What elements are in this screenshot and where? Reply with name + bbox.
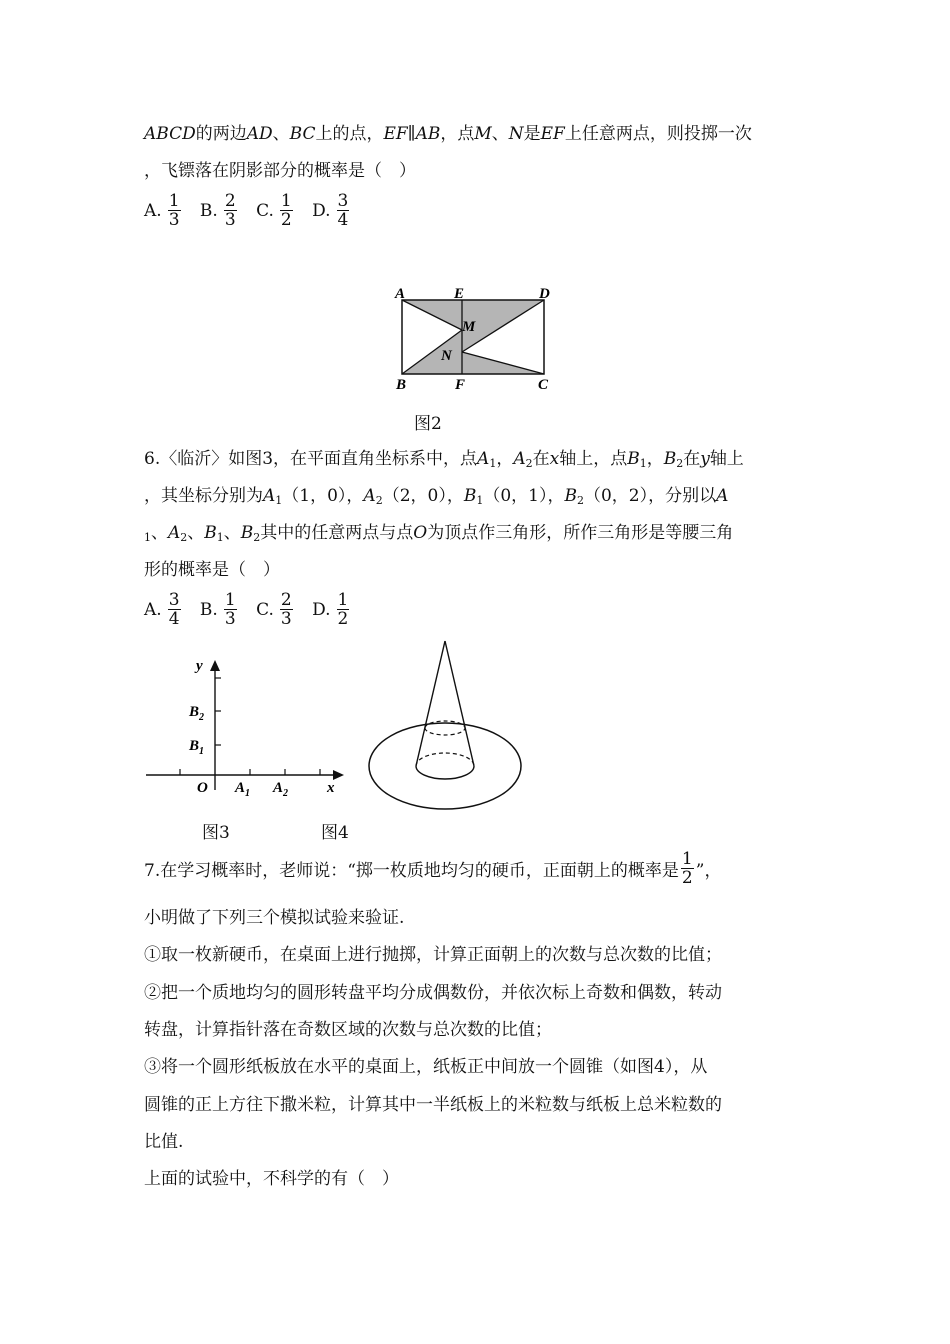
label-a1: $A_1$	[235, 780, 251, 799]
q5-option-d[interactable]: D. $\frac{3}{4}$	[312, 191, 349, 230]
q7-text-line-6: ③将一个圆形纸板放在水平的桌面上，纸板正中间放一个圆锥（如图4），从	[144, 1057, 708, 1077]
fraction: $\frac{3}{4}$	[337, 191, 349, 230]
board-hole-front	[425, 728, 465, 735]
q7-text-line-4: ②把一个质地均匀的圆形转盘平均分成偶数份，并依次标上奇数和偶数，转动	[144, 983, 722, 1003]
fraction: $\frac{1}{2}$	[280, 191, 292, 230]
cone-side-right	[445, 641, 474, 766]
label-a: A	[395, 286, 406, 302]
label-c: C	[538, 377, 549, 393]
q6-option-d[interactable]: D. $\frac{1}{2}$	[312, 590, 349, 629]
y-axis-arrow-icon	[210, 660, 220, 671]
fraction: $\frac{1}{3}$	[224, 590, 236, 629]
q5-option-a[interactable]: A. $\frac{1}{3}$	[144, 191, 180, 230]
label-n: N	[441, 348, 452, 364]
fraction: $\frac{1}{3}$	[168, 191, 180, 230]
q6-text-line-4: 形的概率是（ ）	[144, 560, 280, 580]
q7-text-line-5: 转盘，计算指针落在奇数区域的次数与总次数的比值；	[144, 1020, 552, 1040]
label-origin: O	[197, 780, 208, 796]
board-hole-back	[425, 721, 465, 728]
cone-side-left	[416, 641, 445, 766]
q5-option-b[interactable]: B. $\frac{2}{3}$	[199, 191, 236, 230]
q5-option-c[interactable]: C. $\frac{1}{2}$	[256, 191, 292, 230]
fraction: $\frac{2}{3}$	[280, 590, 292, 629]
q6-option-a[interactable]: A. $\frac{3}{4}$	[144, 590, 180, 629]
q6-option-c[interactable]: C. $\frac{2}{3}$	[256, 590, 292, 629]
x-axis-arrow-icon	[333, 770, 344, 780]
cone-base-front	[416, 766, 474, 779]
fraction-one-half: $\frac{1}{2}$	[681, 849, 693, 888]
label-a2: $A_2$	[273, 780, 289, 799]
label-b1: $B_1$	[189, 738, 205, 757]
figure-2-caption: 图2	[414, 414, 442, 434]
q6-text-line-2: ，其坐标分别为$A_1(1$，0），$A_2(2$，0），$B_1(0$，1），$B_2(0$，2），分别以A	[144, 486, 729, 507]
q5-options	[144, 192, 363, 229]
figure-3-coordinate-plane	[140, 648, 350, 800]
label-m: M	[462, 319, 476, 335]
q6-option-b[interactable]: B. $\frac{1}{3}$	[199, 590, 236, 629]
fraction: $\frac{3}{4}$	[168, 590, 180, 629]
q7-text-line-7: 圆锥的正上方往下撒米粒，计算其中一半纸板上的米粒数与纸板上总米粒数的	[144, 1095, 722, 1115]
circular-board	[369, 723, 521, 809]
figure-2-dartboard	[380, 280, 580, 395]
q5-text-line-2: ，飞镖落在阴影部分的概率是（ ）	[144, 161, 416, 181]
label-y-axis: y	[196, 658, 203, 674]
fraction: $\frac{2}{3}$	[224, 191, 236, 230]
q7-text-line-3: ①取一枚新硬币，在桌面上进行抛掷，计算正面朝上的次数与总次数的比值；	[144, 945, 722, 965]
q7-text-line-8: 比值.	[144, 1132, 184, 1152]
q7-text-line-9: 上面的试验中，不科学的有（ ）	[144, 1169, 399, 1189]
figure-4-cone-on-board	[362, 636, 528, 820]
figure-4-caption: 图4	[321, 823, 349, 843]
fraction: $\frac{1}{2}$	[337, 590, 349, 629]
cone-base-back	[416, 753, 474, 766]
label-d: D	[539, 286, 550, 302]
label-x-axis: x	[327, 780, 335, 796]
label-b: B	[396, 377, 407, 393]
q7-text-line-1: 7.在学习概率时，老师说：“掷一枚质地均匀的硬币，正面朝上的概率是 $\frac{1}{2}$ ”，	[144, 849, 722, 888]
q5-text-line-1: ABCD的两边AD、BC上的点，EF∥AB，点M、N是EF上任意两点，则投掷一次	[144, 124, 752, 144]
q6-options	[144, 591, 363, 628]
label-e: E	[454, 286, 465, 302]
figure-3-caption: 图3	[202, 823, 230, 843]
label-b2: $B_2$	[189, 704, 205, 723]
label-f: F	[455, 377, 466, 393]
q7-text-line-2: 小明做了下列三个模拟试验来验证.	[144, 908, 405, 928]
q6-text-line-3: $_1$、$A_2$、$B_1$、$B_2$其中的任意两点与点O为顶点作三角形，所作三角形是等腰三角	[144, 523, 734, 544]
q6-text-line-1: 6.〈临沂〉如图3，在平面直角坐标系中，点$A_1$，$A_2$在x轴上，点$B_1$，$B_2$在y轴上	[144, 449, 744, 470]
